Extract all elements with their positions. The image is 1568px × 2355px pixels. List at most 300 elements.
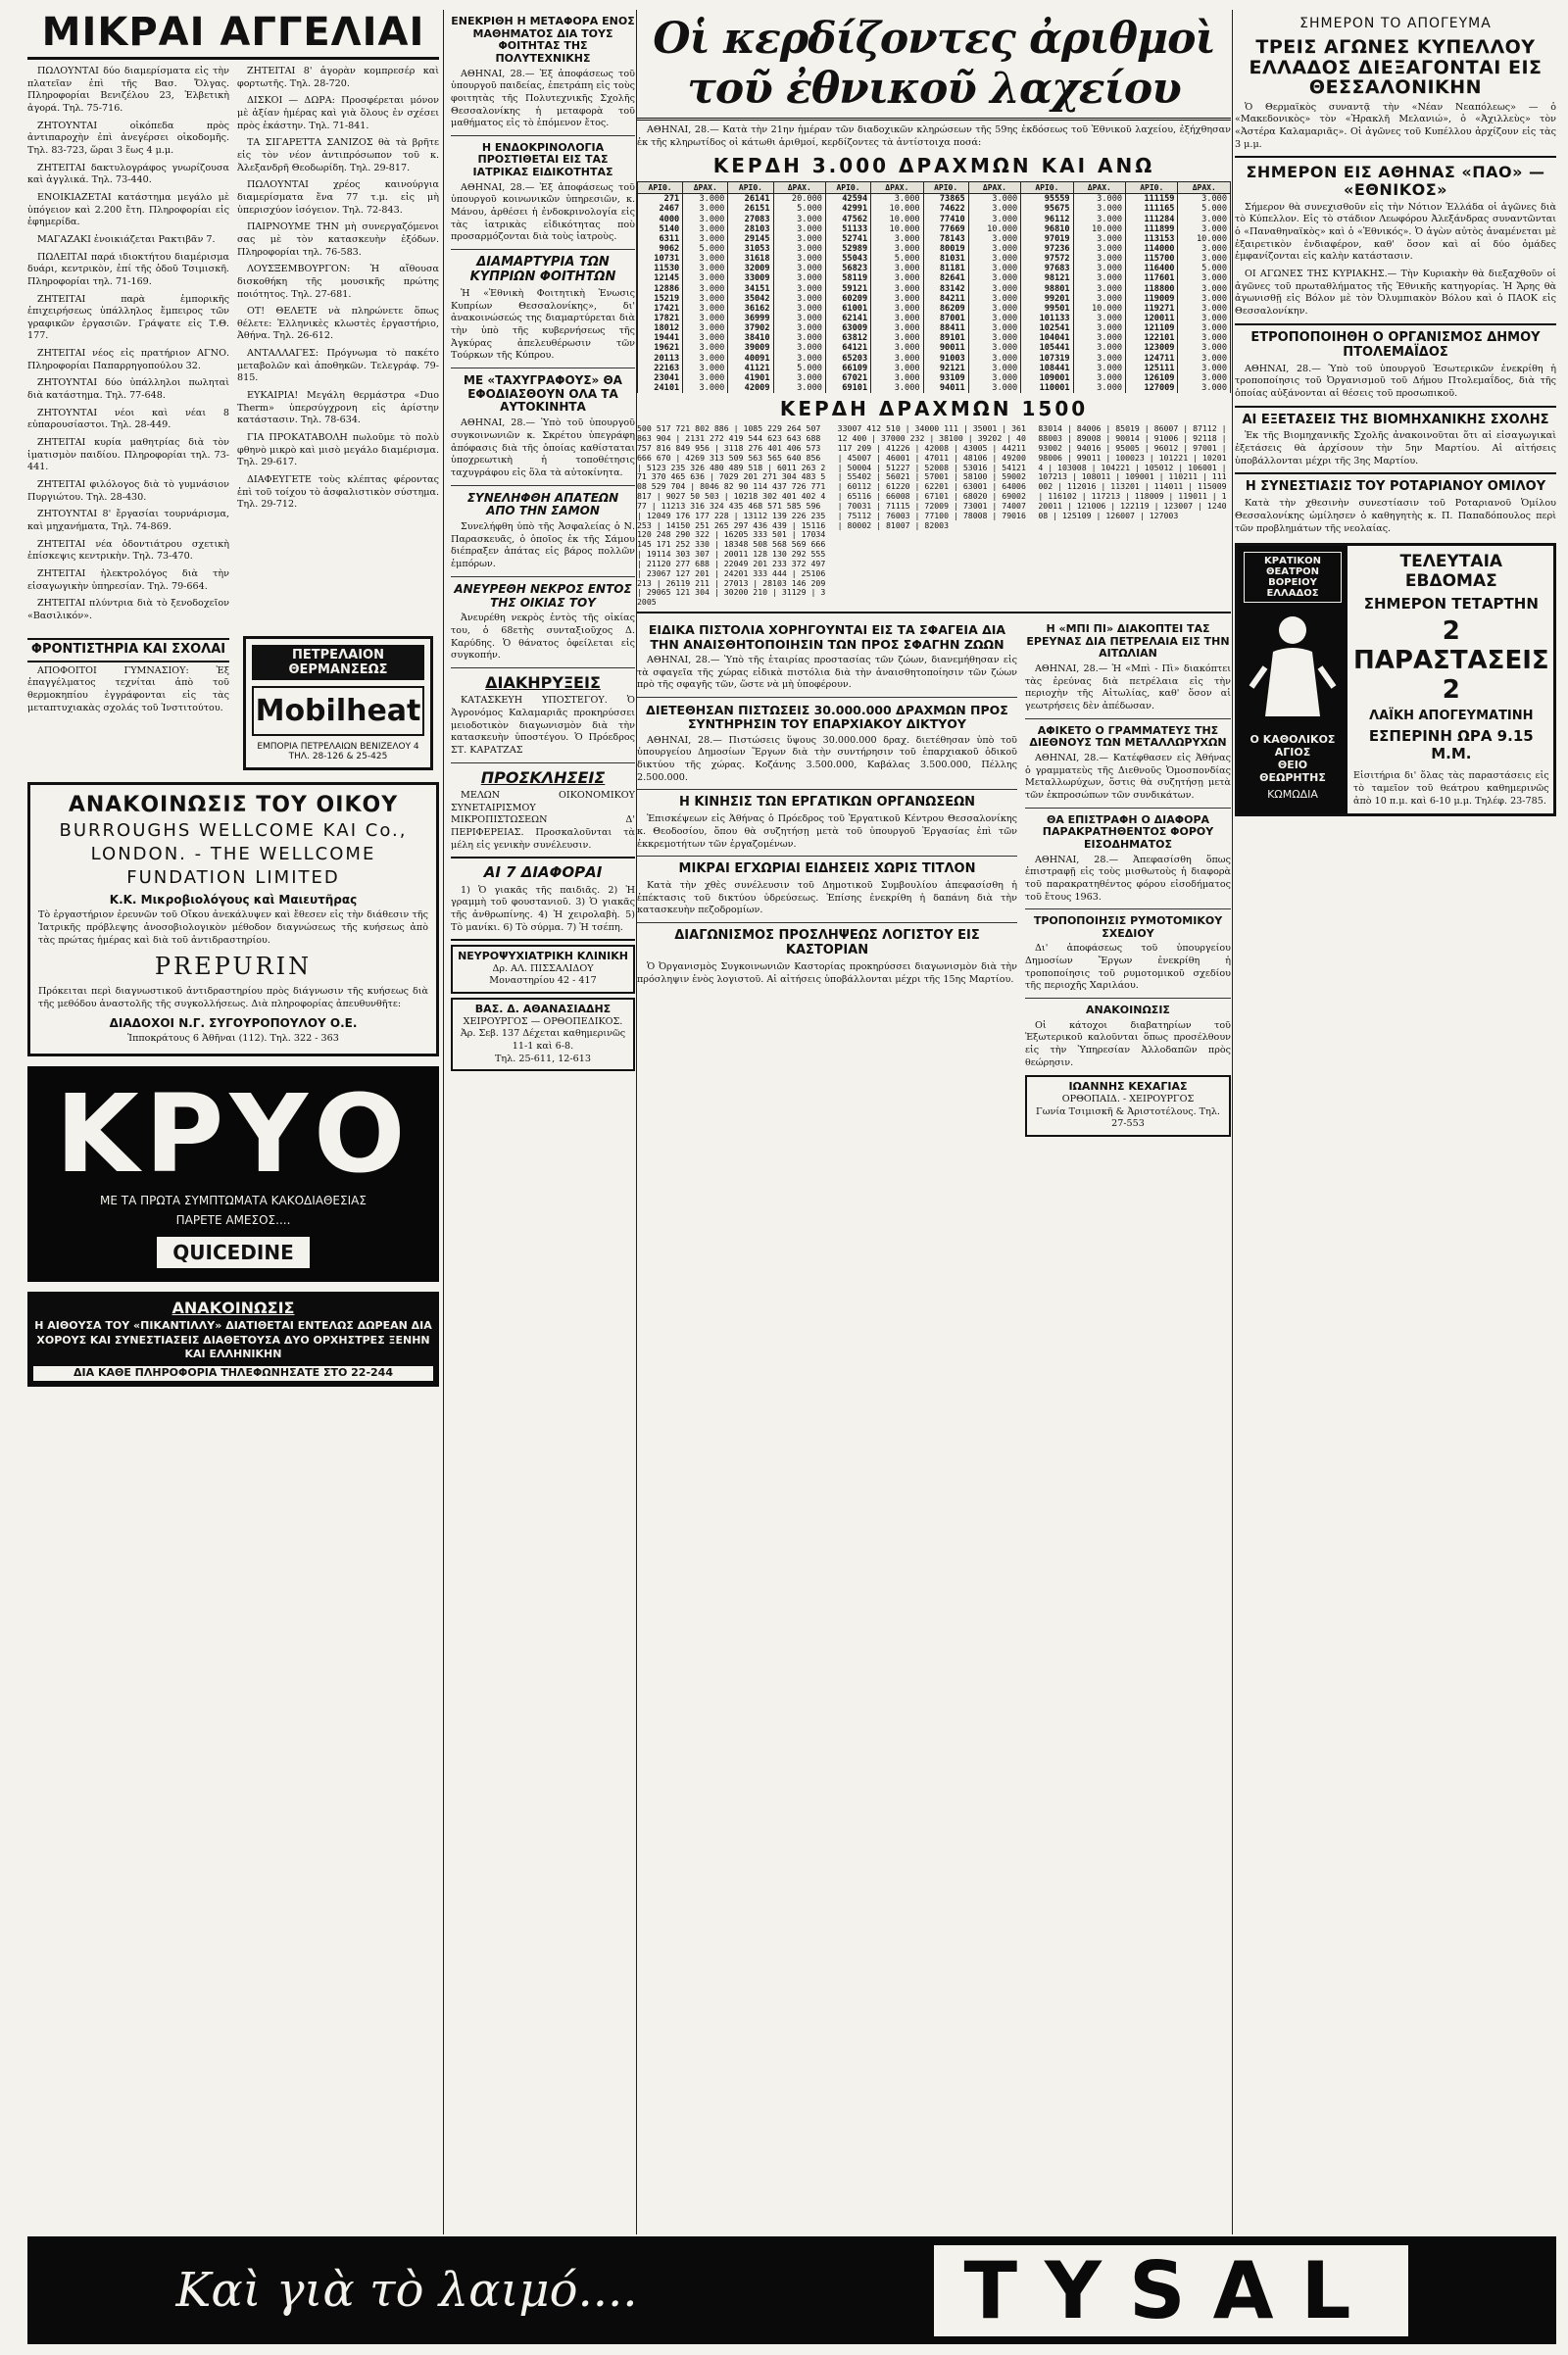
piccadilly-announcement xyxy=(27,1292,439,1387)
orthopedic-title: ΒΑΣ. Δ. ΑΘΑΝΑΣΙΑΔΗΣ xyxy=(474,1003,612,1016)
lottery-cell: 41901 xyxy=(728,373,773,383)
classified-item: ΖΗΤΕΙΤΑΙ πλύντρια διὰ τὸ ξενοδοχεῖον «Βασιλικόν». xyxy=(27,598,229,621)
lottery-cell: 26141 xyxy=(728,194,773,205)
announcement-product: PREPURIN xyxy=(154,953,313,981)
headline-sports-today: ΣΗΜΕΡΟΝ ΤΟ ΑΠΟΓΕΥΜΑ xyxy=(1299,16,1492,31)
kryo-tagline: ΜΕ ΤΑ ΠΡΩΤΑ ΣΥΜΠΤΩΜΑΤΑ ΚΑΚΟΔΙΑΘΕΣΙΑΣ xyxy=(100,1194,367,1208)
headline-protest: ΔΙΑΜΑΡΤΥΡΙΑ ΤΩΝ ΚΥΠΡΙΩΝ ΦΟΙΤΗΤΩΝ xyxy=(469,255,616,284)
lottery-cell: 82641 xyxy=(923,273,968,283)
article-declarations: ΚΑΤΑΣΚΕΥΗ ΥΠΟΣΤΕΓΟΥ. Ὁ Ἀγρονόμος Καλαμαριᾶς προκηρύσσει μειοδοτικὸν διαγωνισμὸν διὰ τὴν κατασκευὴν ὑποστέγου. Ὁ Πρόεδρος ΣΤ. ΚΑΡΑΤΖΑΣ xyxy=(451,695,635,756)
lottery-cell: 20113 xyxy=(638,354,683,364)
lottery-cell: 3.000 xyxy=(773,354,825,364)
lottery-cell: 78143 xyxy=(923,234,968,244)
lottery-cell: 3.000 xyxy=(1073,204,1125,214)
lottery-cell: 10.000 xyxy=(1073,304,1125,314)
kryo-product: QUICEDINE xyxy=(157,1237,309,1268)
lottery-cell: 87001 xyxy=(923,314,968,323)
headline-announcement: ΑΝΑΚΟΙΝΩΣΙΣ xyxy=(1086,1004,1170,1017)
lottery-cell: 3.000 xyxy=(871,373,923,383)
lottery-cell: 3.000 xyxy=(1178,244,1231,254)
lottery-cell: 3.000 xyxy=(1073,273,1125,283)
lottery-cell: 5140 xyxy=(638,224,683,234)
lottery-cell: 3.000 xyxy=(773,284,825,294)
lottery-cell: 36162 xyxy=(728,304,773,314)
lottery-cell: 10.000 xyxy=(871,224,923,234)
lottery-cell: 3.000 xyxy=(1073,194,1125,205)
classifieds-left xyxy=(27,66,229,628)
headline-contest: ΔΙΑΓΩΝΙΣΜΟΣ ΠΡΟΣΛΗΨΕΩΣ ΛΟΓΙΣΤΟΥ ΕΙΣ ΚΑΣΤΟΡΙΑΝ xyxy=(674,928,980,957)
lottery-cell: 101133 xyxy=(1021,314,1073,323)
lower-news-left xyxy=(637,617,1017,1137)
lottery-cell: 92121 xyxy=(923,364,968,373)
lottery-cell: 42594 xyxy=(825,194,870,205)
lottery-cell: 10.000 xyxy=(871,204,923,214)
column-news-2 xyxy=(451,10,635,2234)
lottery-cell: 3.000 xyxy=(1178,224,1231,234)
lottery-row xyxy=(638,354,1231,364)
lottery-cell: 37902 xyxy=(728,323,773,333)
lottery-row xyxy=(638,215,1231,224)
kryo-ad xyxy=(27,1066,439,1282)
article-credits: ΑΘΗΝΑΙ, 28.— Πιστώσεις ὕψους 30.000.000 δραχ. διετέθησαν ὑπὸ τοῦ ὑπουργείου Δημοσίων Ἔργων διὰ τὴν συντήρησιν τοῦ ἐπαρχιακοῦ ὁδικοῦ δικτύου τῆς χώρας. Κοζάνης 3.500.000, Καβάλας 3.500.000, Πέλλης 2.500.000. xyxy=(637,734,1017,783)
lottery-cell: 88411 xyxy=(923,323,968,333)
lottery-row xyxy=(638,284,1231,294)
lottery-cell: 3.000 xyxy=(871,194,923,205)
article-dead: Ἀνευρέθη νεκρὸς ἐντὸς τῆς οἰκίας του, ὁ 68ετὴς συνταξιοῦχος Δ. Καρύδης. Ὁ θάνατος ὀφείλεται εἰς συγκοπήν. xyxy=(451,613,635,662)
announcement-address: Ἱπποκράτους 6 Ἀθῆναι (112). Τηλ. 322 - 363 xyxy=(127,1033,339,1045)
lottery-cell: 42991 xyxy=(825,204,870,214)
lottery-row xyxy=(638,244,1231,254)
tysal-slogan: Καὶ γιὰ τὸ λαιμό.... xyxy=(175,2263,638,2318)
classifieds-right xyxy=(237,66,439,628)
theatre-play-2: ΘΕΙΟ ΘΕΩΡΗΤΗΣ xyxy=(1259,759,1326,785)
lottery-cell: 3.000 xyxy=(683,204,728,214)
article-seven-differences: 1) Ὁ γιακᾶς τῆς παιδιᾶς. 2) Ἡ γραμμὴ τοῦ φουστανιοῦ. 3) Ὁ γιακᾶς τῆς ἀνθρωπίνης. 4) Ἡ χειρολαβὴ. 5) Τὸ μανίκι. 6) Τὸ σύρμα. 7) Ἡ τσέπη. xyxy=(451,884,635,933)
headline-tachographs: ΜΕ «ΤΑΧΥΓΡΑΦΟΥΣ» ΘΑ ΕΦΟΔΙΑΣΘΟΥΝ ΟΛΑ ΤΑ ΑΥΤΟΚΙΝΗΤΑ xyxy=(464,372,622,415)
lottery-cell: 118800 xyxy=(1126,284,1178,294)
kryo-subline: ΠΑΡΕΤΕ ΑΜΕΣΟΣ.... xyxy=(175,1213,291,1228)
lottery-cell: 55043 xyxy=(825,254,870,264)
lower-news-grid xyxy=(637,617,1231,1137)
lottery-cell: 66109 xyxy=(825,364,870,373)
lottery-header-cell: ΑΡΙΘ. xyxy=(728,182,773,194)
lottery-cell: 3.000 xyxy=(1178,373,1231,383)
clinic-title: ΝΕΥΡΟΨΥΧΙΑΤΡΙΚΗ ΚΛΙΝΙΚΗ xyxy=(458,950,628,963)
lottery-cell: 102541 xyxy=(1021,323,1073,333)
orthopedic-tel: Τηλ. 25-611, 12-613 xyxy=(495,1053,591,1064)
lottery-cell: 122101 xyxy=(1126,333,1178,343)
announcement-distributor: ΔΙΑΔΟΧΟΙ Ν.Γ. ΣΥΓΟΥΡΟΠΟΥΛΟΥ Ο.Ε. xyxy=(109,1015,358,1030)
lottery-cell: 9062 xyxy=(638,244,683,254)
lottery-cell: 108441 xyxy=(1021,364,1073,373)
lottery-cell: 95559 xyxy=(1021,194,1073,205)
classified-item: ΖΗΤΕΙΤΑΙ 8' ἀγορὰν κομπρεσέρ καὶ φορτωτῆς. Τηλ. 28-720. xyxy=(237,66,439,89)
lottery-cell: 3.000 xyxy=(1073,284,1125,294)
column-divider xyxy=(443,10,444,2234)
lottery-header-cell: ΑΡΙΘ. xyxy=(638,182,683,194)
lottery-cell: 47562 xyxy=(825,215,870,224)
lottery-cell: 51133 xyxy=(825,224,870,234)
lottery-cell: 61001 xyxy=(825,304,870,314)
lottery-cell: 119009 xyxy=(1126,294,1178,304)
piccadilly-title: ΑΝΑΚΟΙΝΩΣΙΣ xyxy=(172,1299,295,1318)
mobil-top: ΠΕΤΡΕΛΑΙΟΝ ΘΕΡΜΑΝΣΕΩΣ xyxy=(252,645,424,680)
lottery-cell: 3.000 xyxy=(871,304,923,314)
lottery-cell: 3.000 xyxy=(871,273,923,283)
lottery-cell: 115700 xyxy=(1126,254,1178,264)
headline-declarations: ΔΙΑΚΗΡΥΞΕΙΣ xyxy=(485,672,601,692)
lottery-title: Οἱ κερδίζοντες ἀριθμοὶ τοῦ ἐθνικοῦ λαχείου xyxy=(637,10,1231,121)
tysal-brand: TYSAL xyxy=(934,2245,1407,2336)
lottery-cell: 3.000 xyxy=(1073,294,1125,304)
piccadilly-tel: ΔΙΑ ΚΑΘΕ ΠΛΗΡΟΦΟΡΙΑ ΤΗΛΕΦΩΝΗΣΑΤΕ ΣΤΟ 22-244 xyxy=(33,1366,433,1381)
lottery-cell: 113153 xyxy=(1126,234,1178,244)
headline-misc: ΜΙΚΡΑΙ ΕΓΧΩΡΙΑΙ ΕΙΔΗΣΕΙΣ ΧΩΡΙΣ ΤΙΤΛΟΝ xyxy=(678,861,976,877)
announcement-to: Κ.Κ. Μικροβιολόγους καὶ Μαιευτῆρας xyxy=(109,892,358,907)
lottery-cell: 19621 xyxy=(638,343,683,353)
lottery-cell: 3.000 xyxy=(1178,323,1231,333)
headline-seven-differences: ΑΙ 7 ΔΙΑΦΟΡΑΙ xyxy=(483,863,603,882)
lottery-header-cell: ΑΡΙΘ. xyxy=(1021,182,1073,194)
lottery-cell: 10.000 xyxy=(1073,224,1125,234)
lottery-cell: 63009 xyxy=(825,323,870,333)
lottery-cell: 80019 xyxy=(923,244,968,254)
lottery-cell: 60209 xyxy=(825,294,870,304)
lottery-cell: 109001 xyxy=(1021,373,1073,383)
lottery-table xyxy=(637,181,1231,393)
announcement-title: ΑΝΑΚΟΙΝΩΣΙΣ ΤΟΥ ΟΙΚΟΥ xyxy=(68,792,399,817)
lottery-row xyxy=(638,273,1231,283)
classified-item: ΖΗΤΕΙΤΑΙ παρὰ ἐμπορικῆς ἐπιχειρήσεως ὑπάλληλος ἔμπειρος τῶν γραφικῶν ἐργασιῶν. Γράψατε εἰς Τ.Θ. 177. xyxy=(27,293,229,342)
lottery-cell: 3.000 xyxy=(1073,323,1125,333)
theatre-figure-icon xyxy=(1244,609,1342,726)
lottery-number-list: 33007 412 510 | 34000 111 | 35001 | 36112 400 | 37000 232 | 38100 | 39202 | 40117 209 | 41226 | 42008 | 43005 | 44211 | 45007 | 46001 | 47011 | 48106 | 49200 | 50004 | 51227 | 52008 | 53016 | 54121 | 55402 | 56021 | 57001 | 58100 | 59002 | 60112 | 61220 | 62201 | 63001 | 64006 | 65116 | 66008 | 67101 | 68020 | 69002 | 70031 | 71115 | 72009 | 73001 | 74007 | 75112 | 76003 | 77100 | 78008 | 79016 | 80002 | 81007 | 82003 xyxy=(837,423,1026,530)
burroughs-announcement xyxy=(27,782,439,1057)
headline-exams: ΑΙ ΕΞΕΤΑΣΕΙΣ ΤΗΣ ΒΙΟΜΗΧΑΝΙΚΗΣ ΣΧΟΛΗΣ xyxy=(1242,412,1549,427)
lottery-cell: 98121 xyxy=(1021,273,1073,283)
article-bp: ΑΘΗΝΑΙ, 28.— Ἡ «Μπὶ - Πὶ» διακόπτει τὰς ἐρεύνας διὰ πετρέλαια εἰς τὴν περιοχὴν τῆς Αἰτωλίας, καθ' ὅσον αἱ γεωτρήσεις δὲν ἀπέδωσαν. xyxy=(1025,663,1231,712)
lottery-cell: 23041 xyxy=(638,373,683,383)
column-sports xyxy=(1235,10,1556,2234)
lottery-cell: 3.000 xyxy=(773,383,825,393)
lottery-cell: 97019 xyxy=(1021,234,1073,244)
lottery-cell: 3.000 xyxy=(773,234,825,244)
lottery-cell: 56823 xyxy=(825,264,870,273)
lottery-cell: 3.000 xyxy=(683,294,728,304)
lottery-cell: 3.000 xyxy=(1178,333,1231,343)
lottery-cell: 6311 xyxy=(638,234,683,244)
lottery-cell: 89101 xyxy=(923,333,968,343)
mobil-ad xyxy=(237,632,439,774)
lottery-cell: 12886 xyxy=(638,284,683,294)
lottery-cell: 3.000 xyxy=(773,333,825,343)
lottery-cell: 64121 xyxy=(825,343,870,353)
lottery-cell: 3.000 xyxy=(773,264,825,273)
lottery-cell: 3.000 xyxy=(871,343,923,353)
lottery-cell: 94011 xyxy=(923,383,968,393)
lottery-sub-1500: ΚΕΡΔΗ ΔΡΑΧΜΩΝ 1500 xyxy=(779,397,1089,421)
lottery-cell: 29145 xyxy=(728,234,773,244)
lottery-row xyxy=(638,294,1231,304)
lottery-cell: 5.000 xyxy=(1178,264,1231,273)
lottery-cell: 19441 xyxy=(638,333,683,343)
theatre-today: ΣΗΜΕΡΟΝ ΤΕΤΑΡΤΗΝ xyxy=(1363,595,1539,613)
lottery-cell: 97683 xyxy=(1021,264,1073,273)
lottery-row xyxy=(638,264,1231,273)
lottery-cell: 3.000 xyxy=(871,314,923,323)
headline-transfer: ΕΝΕΚΡΙΘΗ Η ΜΕΤΑΦΟΡΑ ΕΝΟΣ ΜΑΘΗΜΑΤΟΣ ΔΙΑ ΤΟΥΣ ΦΟΙΤΗΤΑΣ ΤΗΣ ΠΟΛΥΤΕΧΝΙΚΗΣ xyxy=(451,15,635,65)
surgeon-name: ΙΩΑΝΝΗΣ ΚΕΧΑΓΙΑΣ xyxy=(1068,1080,1188,1094)
lottery-header-cell: ΑΡΙΘ. xyxy=(1126,182,1178,194)
lottery-cell: 3.000 xyxy=(683,215,728,224)
lottery-cell: 33009 xyxy=(728,273,773,283)
classified-item: ΖΗΤΟΥΝΤΑΙ οἰκόπεδα πρὸς ἀντιπαροχὴν ἐπὶ ἀνεγέρσει οἰκοδομῆς. Τηλ. 83-723, ὥραι 3 ἕως 4 μ.μ. xyxy=(27,120,229,156)
lottery-cell: 93109 xyxy=(923,373,968,383)
lottery-cell: 111165 xyxy=(1126,204,1178,214)
classified-item: ΖΗΤΟΥΝΤΑΙ δύο ὑπάλληλοι πωληταὶ διὰ κατάστημα. Τηλ. 77-648. xyxy=(27,377,229,402)
lottery-cell: 3.000 xyxy=(1178,304,1231,314)
lottery-cell: 3.000 xyxy=(968,314,1020,323)
headline-rotary: Η ΣΥΝΕΣΤΙΑΣΙΣ ΤΟΥ ΡΟΤΑΡΙΑΝΟΥ ΟΜΙΛΟΥ xyxy=(1245,479,1546,495)
lottery-cell: 3.000 xyxy=(968,383,1020,393)
lottery-cell: 3.000 xyxy=(871,294,923,304)
announcement-foundation: FUNDATION LIMITED xyxy=(126,866,340,888)
lottery-cell: 74622 xyxy=(923,204,968,214)
lottery-cell: 28103 xyxy=(728,224,773,234)
lottery-cell: 3.000 xyxy=(1073,314,1125,323)
lottery-cell: 107319 xyxy=(1021,354,1073,364)
lottery-cell: 38410 xyxy=(728,333,773,343)
lottery-cell: 3.000 xyxy=(968,273,1020,283)
lottery-cell: 4000 xyxy=(638,215,683,224)
classified-item: ΖΗΤΕΙΤΑΙ κυρία μαθητρίας διὰ τὸν ἱματισμὸν παιδίου. Πληροφορίαι τηλ. 73-441. xyxy=(27,437,229,473)
lottery-cell: 3.000 xyxy=(1178,294,1231,304)
lottery-row xyxy=(638,234,1231,244)
clinic-ad xyxy=(451,945,635,994)
article-sunday-games: ΟΙ ΑΓΩΝΕΣ ΤΗΣ ΚΥΡΙΑΚΗΣ.— Τὴν Κυριακὴν θὰ διεξαχθοῦν οἱ ἀγῶνες τοῦ πρωταθλήματος τῆς Ἐθνικῆς κατηγορίας. Ἡ Ἄρης θὰ ἀγωνισθῇ εἰς Βόλον μὲ τὸν Ὀλυμπιακὸν Βόλου καὶ ὁ ΠΑΟΚ εἰς Θεσσαλονίκην. xyxy=(1235,269,1556,318)
classified-item: ΖΗΤΕΙΤΑΙ νέος εἰς πρατήριον ΑΓΝΟ. Πληροφορίαι Παπαρρηγοπούλου 32. xyxy=(27,348,229,371)
surgeon-ad xyxy=(1025,1075,1231,1137)
lottery-cell: 81031 xyxy=(923,254,968,264)
clinic-doctor: Δρ. ΑΛ. ΠΙΣΣΑΛΙΔΟΥ xyxy=(492,962,594,974)
theatre-genre: ΚΩΜΩΔΙΑ xyxy=(1267,788,1318,802)
lottery-number-list: 83014 | 84006 | 85019 | 86007 | 87112 | 88003 | 89008 | 90014 | 91006 | 92118 | 93002 | 94016 | 95005 | 96012 | 97001 | 98006 | 99011 | 100023 | 101221 | 102014 | 103008 | 104221 | 105012 | 106001 | 107213 | 108011 | 109001 | 110211 | 111002 | 112016 | 113201 | 114011 | 115009 | 116102 | 117213 | 118009 | 119011 | 120011 | 121006 | 122119 | 123007 | 124008 | 125109 | 126007 | 127003 xyxy=(1038,423,1227,520)
article-plan: Δι' ἀποφάσεως τοῦ ὑπουργείου Δημοσίων Ἔργων ἐνεκρίθη ἡ τροποποίησις τοῦ ρυμοτομικοῦ σχεδίου τῆς περιοχῆς Χαριλάου. xyxy=(1025,943,1231,992)
lottery-cell: 3.000 xyxy=(968,333,1020,343)
classified-item: ΜΑΓΑΖΑΚΙ ἐνοικιάζεται Ρακτιβᾶν 7. xyxy=(37,233,216,245)
lottery-cell: 3.000 xyxy=(871,383,923,393)
lottery-cell: 59121 xyxy=(825,284,870,294)
lottery-cell: 3.000 xyxy=(1073,383,1125,393)
lottery-cell: 3.000 xyxy=(968,254,1020,264)
classified-item: ΛΟΥΣΞΕΜΒΟΥΡΓΟΝ: Ἡ αἴθουσα δισκοθήκη τῆς μουσικῆς πρώτης ποιότητος. Τηλ. 27-681. xyxy=(237,264,439,300)
lottery-cell: 98801 xyxy=(1021,284,1073,294)
lottery-cell: 3.000 xyxy=(1073,215,1125,224)
lottery-header-cell: ΑΡΙΘ. xyxy=(923,182,968,194)
column-divider xyxy=(1232,10,1233,2234)
lottery-cell: 3.000 xyxy=(1073,333,1125,343)
lottery-row xyxy=(638,364,1231,373)
lottery-cell: 65203 xyxy=(825,354,870,364)
headline-ptolemaida: ΕΤΡΟΠΟΠΟΙΗΘΗ Ο ΟΡΓΑΝΙΣΜΟΣ ΔΗΜΟΥ ΠΤΟΛΕΜΑΪΔΟΣ xyxy=(1250,329,1541,360)
lottery-number-lists xyxy=(637,424,1231,608)
lottery-cell: 27083 xyxy=(728,215,773,224)
lottery-cell: 3.000 xyxy=(1178,354,1231,364)
classified-item: ΟΤ! ΘΕΛΕΤΕ νὰ πληρώνετε ὅπως θέλετε: Ἑλληνικὲς κλωστὲς ἐργαστήριο, Ἀθήνα. Τηλ. 26-612. xyxy=(237,306,439,342)
lottery-cell: 5.000 xyxy=(683,244,728,254)
lottery-cell: 97572 xyxy=(1021,254,1073,264)
orthopedic-ad xyxy=(451,998,635,1071)
article-tachographs: ΑΘΗΝΑΙ, 28.— Ὑπὸ τοῦ ὑπουργοῦ συγκοινωνιῶν κ. Σκρέτου ὑπεγράφη ἀπόφασις διὰ τῆς ὁποίας καθίσταται ὑποχρεωτικὴ ἡ τοποθέτησις ταχυγράφου εἰς ὅλα τὰ αὐτοκίνητα. xyxy=(451,417,635,478)
lottery-cell: 3.000 xyxy=(1178,364,1231,373)
theatre-note: Εἰσιτήρια δι' ὅλας τὰς παραστάσεις εἰς τὸ ταμεῖον τοῦ θεάτρου καθημερινῶς ἀπὸ 10 π.μ. καὶ 6-10 μ.μ. Τηλέφ. 23-785. xyxy=(1353,770,1549,807)
lottery-cell: 3.000 xyxy=(1178,284,1231,294)
mobil-foot: ΕΜΠΟΡΙΑ ΠΕΤΡΕΛΑΙΩΝ ΒΕΝΙΖΕΛΟΥ 4 ΤΗΛ. 28-126 & 25-425 xyxy=(257,741,419,761)
lottery-cell: 3.000 xyxy=(1178,273,1231,283)
lottery-cell: 5.000 xyxy=(773,364,825,373)
lottery-cell: 3.000 xyxy=(683,364,728,373)
classified-item: ΖΗΤΕΙΤΑΙ δακτυλογράφος γνωρίζουσα καὶ ἀγγλικά. Τηλ. 73-440. xyxy=(27,162,229,186)
headline-cup-games: ΤΡΕΙΣ ΑΓΩΝΕΣ ΚΥΠΕΛΛΟΥ ΕΛΛΑΔΟΣ ΔΙΕΞΑΓΟΝΤΑΙ ΕΙΣ ΘΕΣΣΑΛΟΝΙΚΗΝ xyxy=(1249,36,1543,99)
lottery-cell: 3.000 xyxy=(773,224,825,234)
headline-miners: ΑΦΙΚΕΤΟ Ο ΓΡΑΜΜΑΤΕΥΣ ΤΗΣ ΔΙΕΘΝΟΥΣ ΤΩΝ ΜΕΤΑΛΛΩΡΥΧΩΝ xyxy=(1029,723,1227,750)
lottery-cell: 116400 xyxy=(1126,264,1178,273)
headline-endocrinology: Η ΕΝΔΟΚΡΙΝΟΛΟΓΙΑ ΠΡΟΣΤΙΘΕΤΑΙ ΕΙΣ ΤΑΣ ΙΑΤΡΙΚΑΣ ΕΙΔΙΚΟΤΗΤΑΣ xyxy=(472,140,613,179)
lottery-cell: 3.000 xyxy=(968,343,1020,353)
lottery-cell: 124711 xyxy=(1126,354,1178,364)
headline-workers: Η ΚΙΝΗΣΙΣ ΤΩΝ ΕΡΓΑΤΙΚΩΝ ΟΡΓΑΝΩΣΕΩΝ xyxy=(678,795,976,810)
lottery-cell: 81181 xyxy=(923,264,968,273)
lottery-cell: 2467 xyxy=(638,204,683,214)
classified-item: ΠΩΛΟΥΝΤΑΙ χρέος καινούργια διαμερίσματα ἕνα 77 τ.μ. εἰς μὴ ὑπερισχύον ἰσόγειον. Τηλ. 72-843. xyxy=(237,179,439,216)
lottery-header-cell: ΔΡΑΧ. xyxy=(683,182,728,194)
lottery-cell: 125111 xyxy=(1126,364,1178,373)
headline-invitations: ΠΡΟΣΚΛΗΣΕΙΣ xyxy=(480,767,606,787)
announcement-body: Τὸ ἐργαστήριον ἐρευνῶν τοῦ Οἴκου ἀνεκάλυψεν καὶ ἔθεσεν εἰς τὴν διάθεσιν τῆς Ἰατρικῆς πρόβλεψης ἀνοσοβιολογικὸν μέθοδον διαγνώσεως τῆς κυήσεως ἀπὸ τὰς πρώτας ἡμέρας καὶ διὰ τοῦ ἀντιδραστηρίου. xyxy=(38,909,428,946)
lottery-cell: 3.000 xyxy=(683,284,728,294)
lottery-cell: 104041 xyxy=(1021,333,1073,343)
lottery-cell: 3.000 xyxy=(968,234,1020,244)
article-endocrinology: ΑΘΗΝΑΙ, 28.— Ἐξ ἀποφάσεως τοῦ ὑπουργοῦ κοινωνικῶν ὑπηρεσιῶν, κ. Μάνου, ἀρθέσει ἡ ἐνδοκρινολογία εἰς τὰς ἰατρικὰς εἰδικότητας ποὺ προσαρμόζονται διὰ τοὺς ἰατροὺς. xyxy=(451,181,635,243)
lottery-cell: 3.000 xyxy=(968,354,1020,364)
theatre-week: ΤΕΛΕΥΤΑΙΑ ΕΒΔΟΜΑΣ xyxy=(1399,552,1503,592)
classified-item: ΖΗΤΟΥΝΤΑΙ νέοι καὶ νέαι 8 εὐπαρουσίαστοι. Τηλ. 28-449. xyxy=(27,407,229,431)
classified-item: ΠΩΛΕΙΤΑΙ παρά ιδιοκτήτου διαμέρισμα δυάρι, κεντρικὸν, ἐπί τῆς ὁδοῦ Τσιμισκῆ. Πληροφορίαι τηλ. 71-169. xyxy=(27,251,229,287)
lottery-header-cell: ΔΡΑΧ. xyxy=(1178,182,1231,194)
headline-fraud: ΣΥΝΕΛΗΦΘΗ ΑΠΑΤΕΩΝ ΑΠΟ ΤΗΝ ΣΑΜΟΝ xyxy=(466,490,619,518)
lottery-cell: 96810 xyxy=(1021,224,1073,234)
lottery-cell: 73865 xyxy=(923,194,968,205)
lottery-cell: 3.000 xyxy=(968,284,1020,294)
lottery-cell: 3.000 xyxy=(871,244,923,254)
lottery-cell: 3.000 xyxy=(968,373,1020,383)
lottery-cell: 3.000 xyxy=(871,333,923,343)
lottery-cell: 5.000 xyxy=(871,254,923,264)
lottery-cell: 3.000 xyxy=(683,354,728,364)
lottery-cell: 3.000 xyxy=(1178,314,1231,323)
headline-bp: Η «ΜΠΙ ΠΙ» ΔΙΑΚΟΠΤΕΙ ΤΑΣ ΕΡΕΥΝΑΣ ΔΙΑ ΠΕΤΡΕΛΑΙΑ ΕΙΣ ΤΗΝ ΑΙΤΩΛΙΑΝ xyxy=(1026,622,1230,661)
lottery-cell: 69101 xyxy=(825,383,870,393)
classified-item: ΕΥΚΑΙΡΙΑ! Μεγάλη θερμάστρα «Duo Therm» ὑπερσύγχρονη εἰς ἀρίστην κατάστασιν. Τηλ. 78-634. xyxy=(237,390,439,426)
lottery-cell: 95675 xyxy=(1021,204,1073,214)
lottery-cell: 32009 xyxy=(728,264,773,273)
lottery-cell: 41121 xyxy=(728,364,773,373)
lottery-cell: 17421 xyxy=(638,304,683,314)
article-invitations: ΜΕΛΩΝ ΟΙΚΟΝΟΜΙΚΟΥ ΣΥΝΕΤΑΙΡΙΣΜΟΥ ΜΙΚΡΟΠΙΣΤΩΣΕΩΝ Δ' ΠΕΡΙΦΕΡΕΙΑΣ. Προσκαλοῦνται τὰ μέλη εἰς γενικὴν συνέλευσιν. xyxy=(451,790,635,851)
lottery-cell: 36999 xyxy=(728,314,773,323)
lottery-cell: 3.000 xyxy=(773,304,825,314)
lottery-cell: 99201 xyxy=(1021,294,1073,304)
announcement-city: LONDON. - THE WELLCOME xyxy=(90,843,376,864)
lottery-cell: 3.000 xyxy=(1073,264,1125,273)
lottery-cell: 3.000 xyxy=(968,244,1020,254)
article-pao-ethnikos: Σήμερον θὰ συνεχισθοῦν εἰς τὴν Νότιον Ἑλλάδα οἱ ἀγῶνες διὰ τὸ Κύπελλον. Εἰς τὸ στάδιον Λεωφόρου Ἀλεξάνδρας συναντῶνται ὁ «Παναθηναϊκὸς» καὶ ὁ «Ἐθνικός». Ὁ ἀγὼν αὐτὸς ἀναμένεται μὲ ἐξαιρετικὸν ἐνδιαφέρον, καθ' ὅσον καὶ αἱ δύο ὁμάδες ἐμφανίζονται εἰς καλὴν κατάστασιν. xyxy=(1235,201,1556,263)
lottery-cell: 3.000 xyxy=(683,323,728,333)
lottery-header-cell: ΔΡΑΧ. xyxy=(968,182,1020,194)
clinic-address: Μοναστηρίου 42 - 417 xyxy=(489,975,597,987)
headline-tax: ΘΑ ΕΠΙΣΤΡΑΦΗ Ο ΔΙΑΦΟΡΑ ΠΑΡΑΚΡΑΤΗΘΕΝΤΟΣ ΦΟΡΟΥ ΕΙΣΟΔΗΜΑΤΟΣ xyxy=(1042,812,1214,851)
classified-item: ΖΗΤΕΙΤΑΙ νέα ὁδοντιάτρου σχετικὴ ἐπίσκεψις κεντρικὴν. Τηλ. 73-470. xyxy=(27,538,229,563)
surgeon-address: Γωνία Τσιμισκῆ & Ἀριστοτέλους. Τηλ. 27-553 xyxy=(1036,1105,1220,1130)
lottery-cell: 90011 xyxy=(923,343,968,353)
lottery-cell: 3.000 xyxy=(1073,234,1125,244)
lottery-cell: 3.000 xyxy=(1073,373,1125,383)
lottery-cell: 3.000 xyxy=(871,284,923,294)
lottery-cell: 3.000 xyxy=(1073,343,1125,353)
lottery-cell: 58119 xyxy=(825,273,870,283)
lottery-cell: 3.000 xyxy=(773,273,825,283)
headline-dead: ΑΝΕΥΡΕΘΗ ΝΕΚΡΟΣ ΕΝΤΟΣ ΤΗΣ ΟΙΚΙΑΣ ΤΟΥ xyxy=(454,581,632,610)
article-fraud: Συνελήφθη ὑπὸ τῆς Ἀσφαλείας ὁ Ν. Παρασκευᾶς, ὁ ὁποῖος ἐκ τῆς Σάμου διέπραξεν ἀπάτας εἰς βάρος πολλῶν ἐμπόρων. xyxy=(451,521,635,570)
lottery-header-cell: ΑΡΙΘ. xyxy=(825,182,870,194)
article-transfer: ΑΘΗΝΑΙ, 28.— Ἐξ ἀποφάσεως τοῦ ὑπουργοῦ παιδείας, ἐπετράπη εἰς τοὺς φοιτητὰς τῆς Πολυτεχνικῆς Σχολῆς Θεσσαλονίκης ἡ μεταφορὰ τοῦ μαθήματος εἰς τὸ ἑπόμενον ἔτος. xyxy=(451,68,635,129)
ads-row xyxy=(27,632,439,774)
lottery-header-cell: ΔΡΑΧ. xyxy=(1073,182,1125,194)
announcement-company: BURROUGHS WELLCOME ΚΑΙ Co., xyxy=(59,819,408,841)
article-tax: ΑΘΗΝΑΙ, 28.— Ἀπεφασίσθη ὅπως ἐπιστραφῇ εἰς τοὺς μισθωτοὺς ἡ διαφορὰ τοῦ παρακρατηθέντος φόρου εἰσοδήματος τοῦ ἔτους 1963. xyxy=(1025,854,1231,903)
lottery-cell: 3.000 xyxy=(683,304,728,314)
headline-credits: ΔΙΕΤΕΘΗΣΑΝ ΠΙΣΤΩΣΕΙΣ 30.000.000 ΔΡΑΧΜΩΝ ΠΡΟΣ ΣΥΝΤΗΡΗΣΙΝ ΤΟΥ ΕΠΑΡΧΙΑΚΟΥ ΔΙΚΤΥΟΥ xyxy=(646,702,1008,732)
lottery-cell: 3.000 xyxy=(1178,215,1231,224)
lottery-cell: 77669 xyxy=(923,224,968,234)
lottery-cell: 3.000 xyxy=(683,343,728,353)
headline-plan: ΤΡΟΠΟΠΟΙΗΣΙΣ ΡΥΜΟΤΟΜΙΚΟΥ ΣΧΕΔΙΟΥ xyxy=(1033,914,1223,940)
frontistiria-body: ΑΠΟΦΟΙΤΟΙ ΓΥΜΝΑΣΙΟΥ: Ἐξ ἐπαγγέλματος τεχνίται ἀπὸ τοῦ θερμοκηπίου ἐγγράφονται εἰς τὰς μεταπτυχιακὰς σχολάς τοῦ Ἱνστιτούτου. xyxy=(27,664,229,713)
lottery-row xyxy=(638,254,1231,264)
lottery-cell: 111159 xyxy=(1126,194,1178,205)
lottery-cell: 52989 xyxy=(825,244,870,254)
lottery-cell: 3.000 xyxy=(1073,254,1125,264)
lottery-cell: 20.000 xyxy=(773,194,825,205)
lottery-cell: 24101 xyxy=(638,383,683,393)
lottery-cell: 117601 xyxy=(1126,273,1178,283)
lottery-cell: 123009 xyxy=(1126,343,1178,353)
lottery-cell: 31618 xyxy=(728,254,773,264)
lottery-cell: 26151 xyxy=(728,204,773,214)
lottery-cell: 34151 xyxy=(728,284,773,294)
lottery-row xyxy=(638,323,1231,333)
lottery-cell: 3.000 xyxy=(968,294,1020,304)
lottery-cell: 3.000 xyxy=(1178,383,1231,393)
lottery-cell: 3.000 xyxy=(773,323,825,333)
lottery-row xyxy=(638,333,1231,343)
lottery-cell: 3.000 xyxy=(1178,194,1231,205)
classified-item: ΔΙΣΚΟΙ — ΔΩΡΑ: Προσφέρεται μόνον μὲ ἀξίαν ἡμέρας καὶ γιὰ ὅλους ἐν σχέσει πρὸς ἑκάστην. Τηλ. 71-841. xyxy=(237,95,439,131)
article-workers: Ἐπισκέψεων εἰς Ἀθήνας ὁ Πρόεδρος τοῦ Ἐργατικοῦ Κέντρου Θεσσαλονίκης κ. Θεοδοσίου, ὅπου θὰ συζητήσῃ μετὰ τοῦ ὑπουργοῦ Ἐργασίας ἐπὶ τῶν ἐκκρεμοτήτων τῶν ἐργαζομένων. xyxy=(637,813,1017,850)
lottery-cell: 3.000 xyxy=(968,304,1020,314)
lottery-cell: 3.000 xyxy=(968,264,1020,273)
lottery-row xyxy=(638,343,1231,353)
